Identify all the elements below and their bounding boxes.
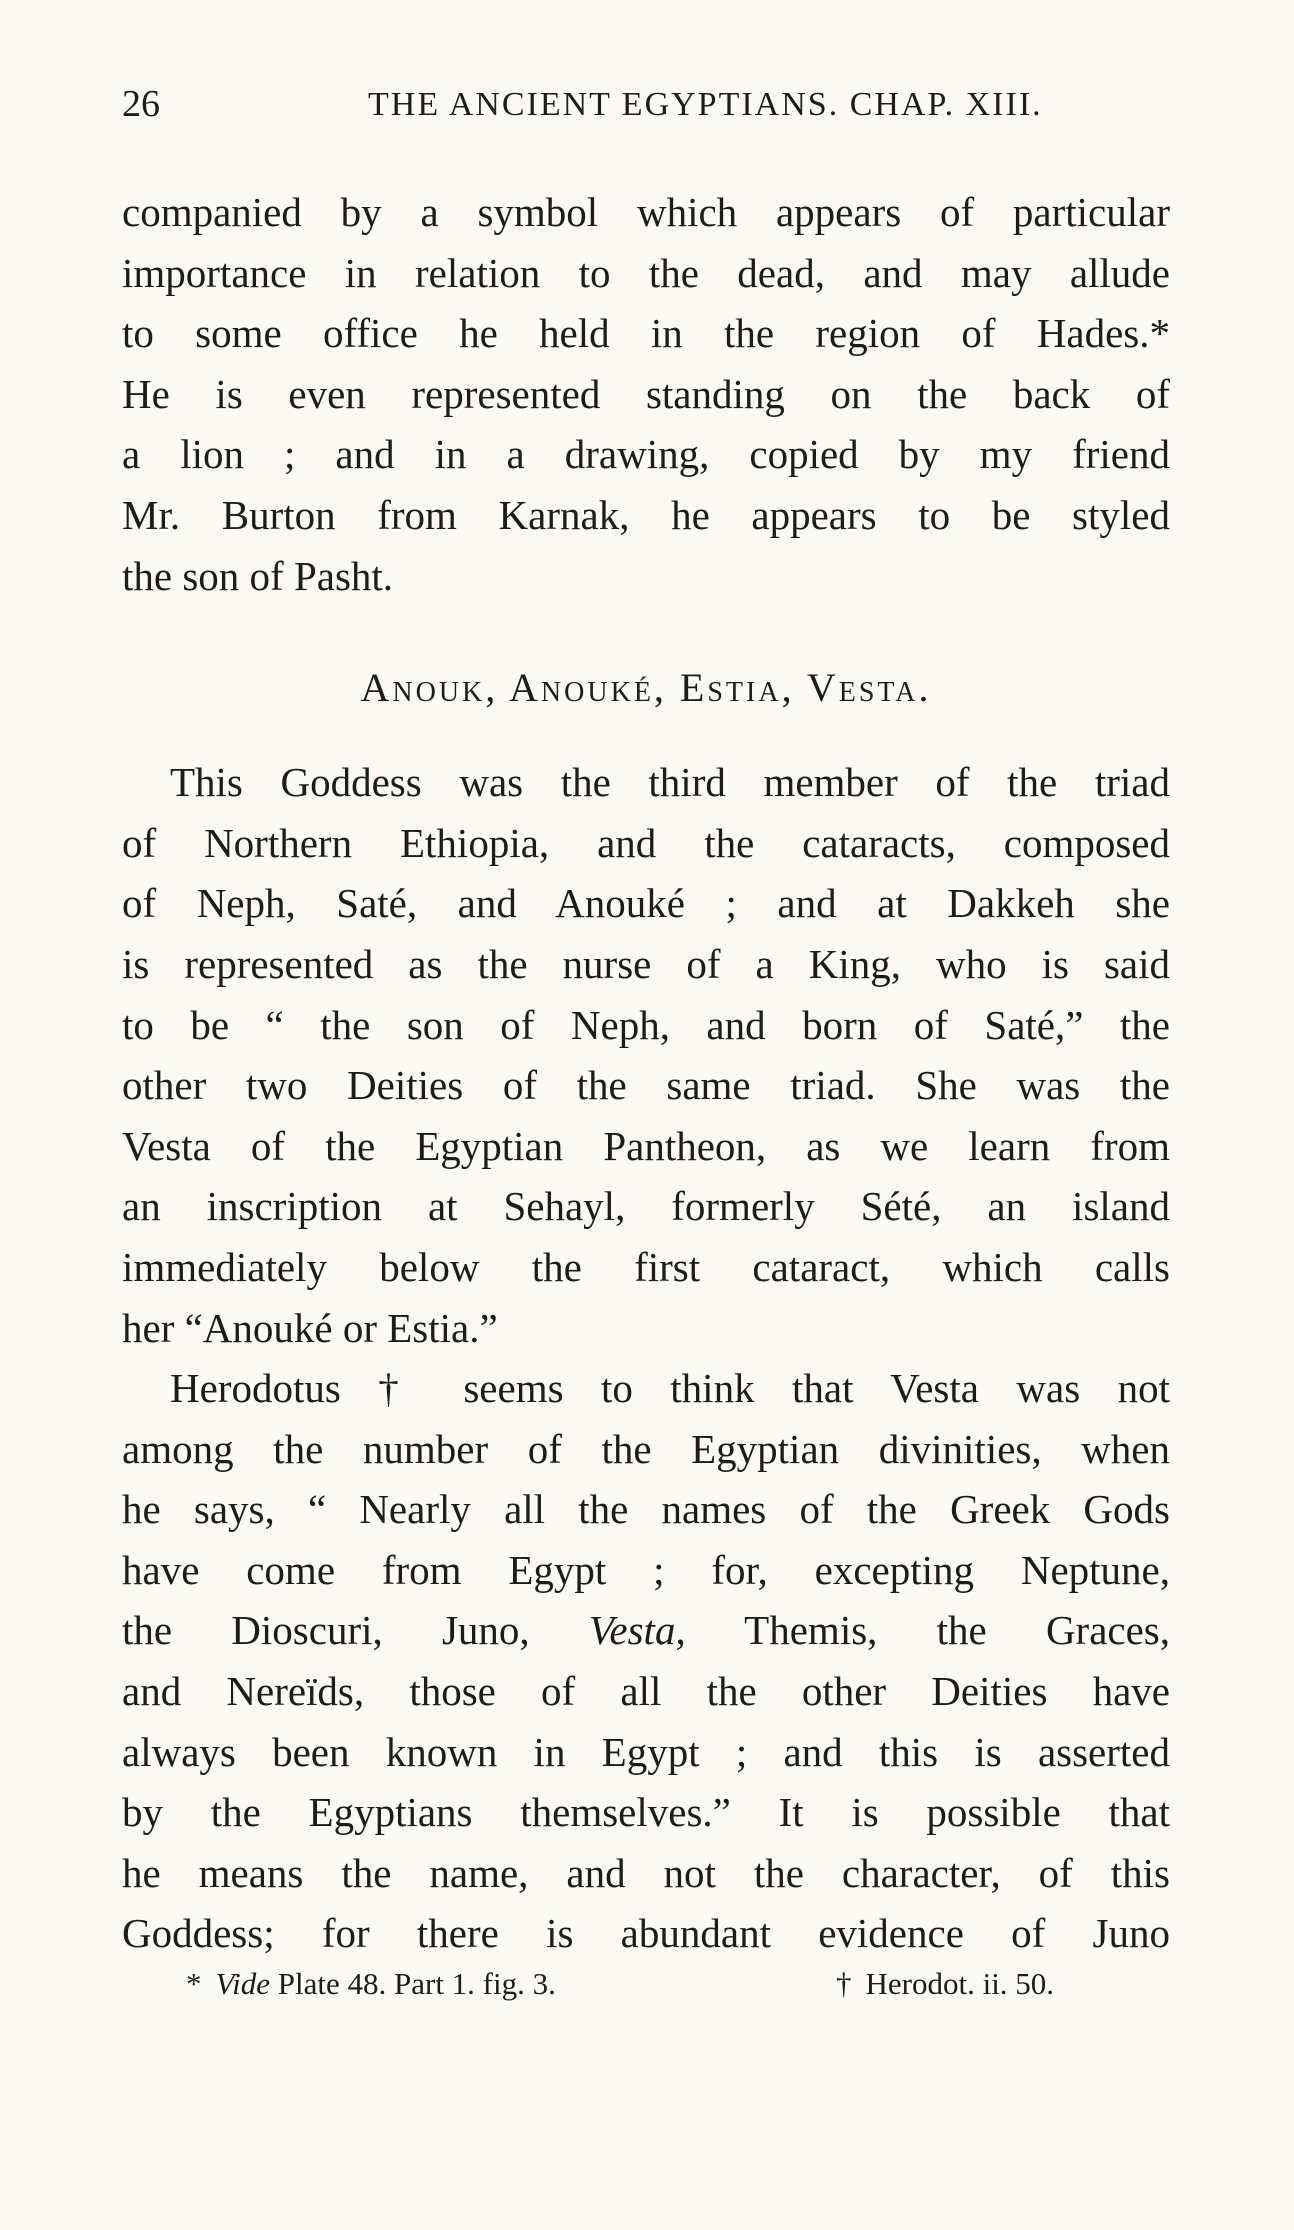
paragraph-1 [122, 182, 1170, 606]
footnote-mark: * [186, 1966, 202, 2001]
text-line: Herodotus † seems to think that Vesta was not [170, 1365, 1170, 1412]
footnote-mark: † [836, 1966, 852, 2001]
text-line: always been known in Egypt ; and this is asserted [122, 1728, 1170, 1775]
footnote-italic: Vide [215, 1966, 271, 2001]
footnote-text: Plate 48. Part 1. fig. 3. [270, 1966, 556, 2001]
text-line: an inscription at Sehayl, formerly Sété, an island [122, 1183, 1170, 1230]
page-header [122, 82, 1170, 142]
text-line: Vesta of the Egyptian Pantheon, as we learn from [122, 1122, 1170, 1169]
paragraph-2 [122, 752, 1170, 1358]
text-line: have come from Egypt ; for, excepting Neptune, [122, 1546, 1170, 1593]
text-segment: the Dioscuri, Juno, [122, 1607, 589, 1654]
italic-word: Vesta [588, 1607, 676, 1654]
text-line: to some office he held in the region of Hades.* [122, 310, 1170, 357]
text-line: the son of Pasht. [122, 552, 394, 599]
text-line: Goddess; for there is abundant evidence of Juno [122, 1910, 1170, 1957]
text-line: Mr. Burton from Karnak, he appears to be styled [122, 491, 1170, 538]
text-line: her “Anouké or Estia.” [122, 1304, 498, 1351]
text-line: and Nereïds, those of all the other Deities have [122, 1668, 1170, 1715]
text-line: He is even represented standing on the back of [122, 370, 1170, 417]
footnote-1 [186, 1966, 556, 2002]
page-number: 26 [122, 83, 160, 125]
text-line: to be “ the son of Neph, and born of Saté,” the [122, 1001, 1170, 1048]
text-line: he says, “ Nearly all the names of the Greek Gods [122, 1486, 1170, 1533]
text-line: he means the name, and not the character, of this [122, 1849, 1170, 1896]
text-line: is represented as the nurse of a King, who is said [122, 940, 1170, 987]
text-line: This Goddess was the third member of the triad [170, 759, 1170, 806]
body-text [122, 182, 1170, 1964]
text-line-with-italic [122, 1600, 1170, 1661]
text-line: among the number of the Egyptian divinities, when [122, 1425, 1170, 1472]
text-segment: , Themis, the Graces, [675, 1607, 1170, 1654]
text-line: by the Egyptians themselves.” It is possible that [122, 1789, 1170, 1836]
footnote-text: Herodot. ii. 50. [865, 1966, 1055, 2001]
text-line: of Neph, Saté, and Anouké ; and at Dakkeh she [122, 880, 1170, 927]
text-line: companied by a symbol which appears of particular [122, 189, 1170, 235]
section-heading: Anouk, Anouké, Estia, Vesta. [360, 665, 932, 711]
text-line: of Northern Ethiopia, and the cataracts, composed [122, 819, 1170, 866]
footnote-2 [836, 1966, 1054, 2002]
text-line: other two Deities of the same triad. She was the [122, 1062, 1170, 1109]
paragraph-3 [122, 1358, 1170, 1964]
text-line: a lion ; and in a drawing, copied by my friend [122, 431, 1170, 478]
running-head: THE ANCIENT EGYPTIANS. CHAP. XIII. [368, 86, 1043, 123]
text-line: importance in relation to the dead, and may allude [122, 249, 1170, 296]
text-line: immediately below the first cataract, which calls [122, 1243, 1170, 1290]
footnotes [150, 1966, 1150, 2016]
